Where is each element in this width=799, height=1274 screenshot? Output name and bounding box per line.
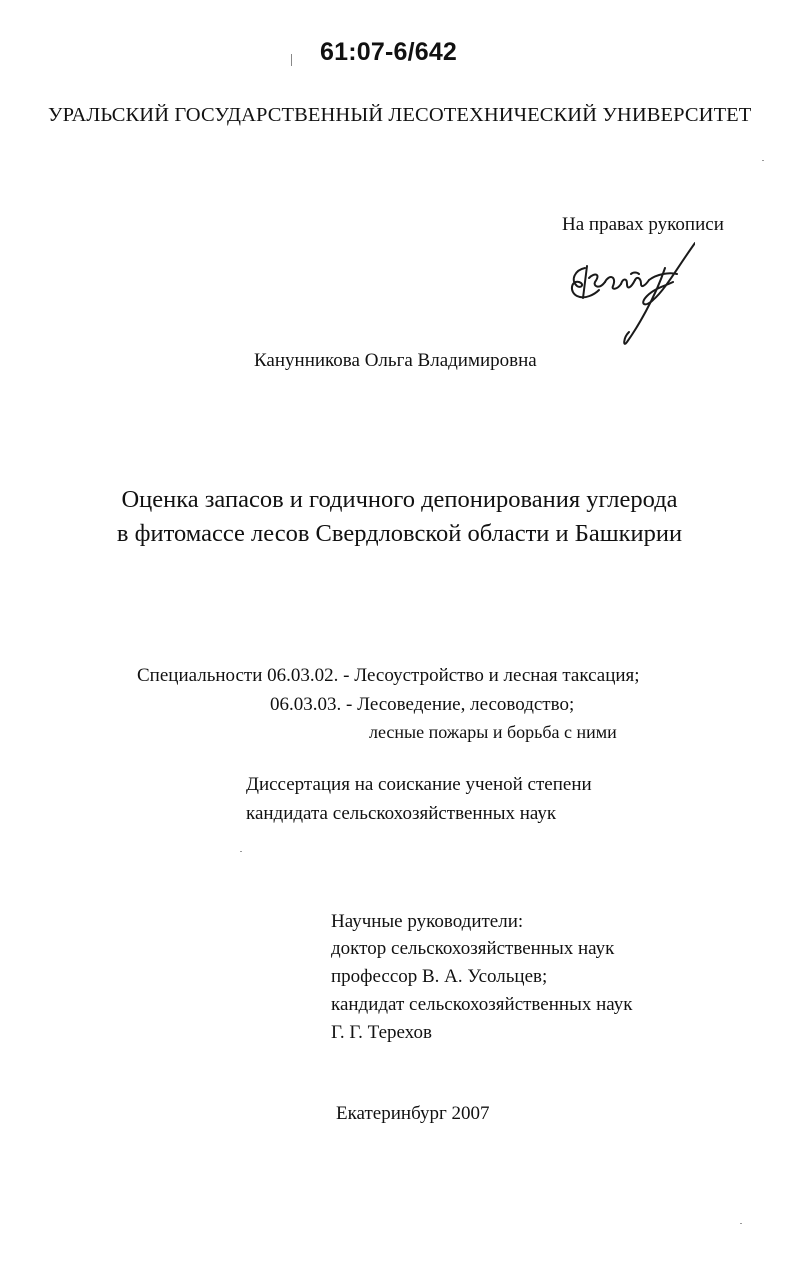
- university-name: УРАЛЬСКИЙ ГОСУДАРСТВЕННЫЙ ЛЕСОТЕХНИЧЕСКИЙ УНИВЕРСИТЕТ: [48, 104, 752, 126]
- city-year: Екатеринбург 2007: [336, 1103, 490, 1124]
- margin-mark: [291, 54, 292, 66]
- supervisor-line: профессор В. А. Усольцев;: [331, 966, 548, 987]
- scan-speck: [740, 1223, 742, 1224]
- specialty-line-1: Специальности 06.03.02. - Лесоустройство и лесная таксация;: [137, 665, 640, 686]
- supervisors-heading: Научные руководители:: [331, 911, 524, 932]
- degree-line-2: кандидата сельскохозяйственных наук: [246, 803, 557, 824]
- library-code: 61:07-6/642: [320, 38, 458, 66]
- degree-line-1: Диссертация на соискание ученой степени: [246, 774, 592, 795]
- dissertation-title: [0, 483, 799, 551]
- supervisor-line: кандидат сельскохозяйственных наук: [331, 994, 633, 1015]
- supervisor-line: доктор сельскохозяйственных наук: [331, 938, 615, 959]
- title-line-2: в фитомассе лесов Свердловской области и Башкирии: [116, 520, 683, 547]
- author-name: Канунникова Ольга Владимировна: [254, 350, 537, 371]
- handwritten-signature: [565, 238, 695, 350]
- scan-speck: [762, 160, 764, 161]
- title-line-1: Оценка запасов и годичного депонирования углерода: [121, 486, 678, 513]
- specialty-line-2: 06.03.03. - Лесоведение, лесоводство;: [270, 694, 575, 715]
- rights-note: На правах рукописи: [562, 214, 724, 235]
- supervisor-line: Г. Г. Терехов: [331, 1022, 432, 1043]
- scan-speck: [240, 851, 242, 852]
- specialty-line-3: лесные пожары и борьба с ними: [369, 722, 617, 742]
